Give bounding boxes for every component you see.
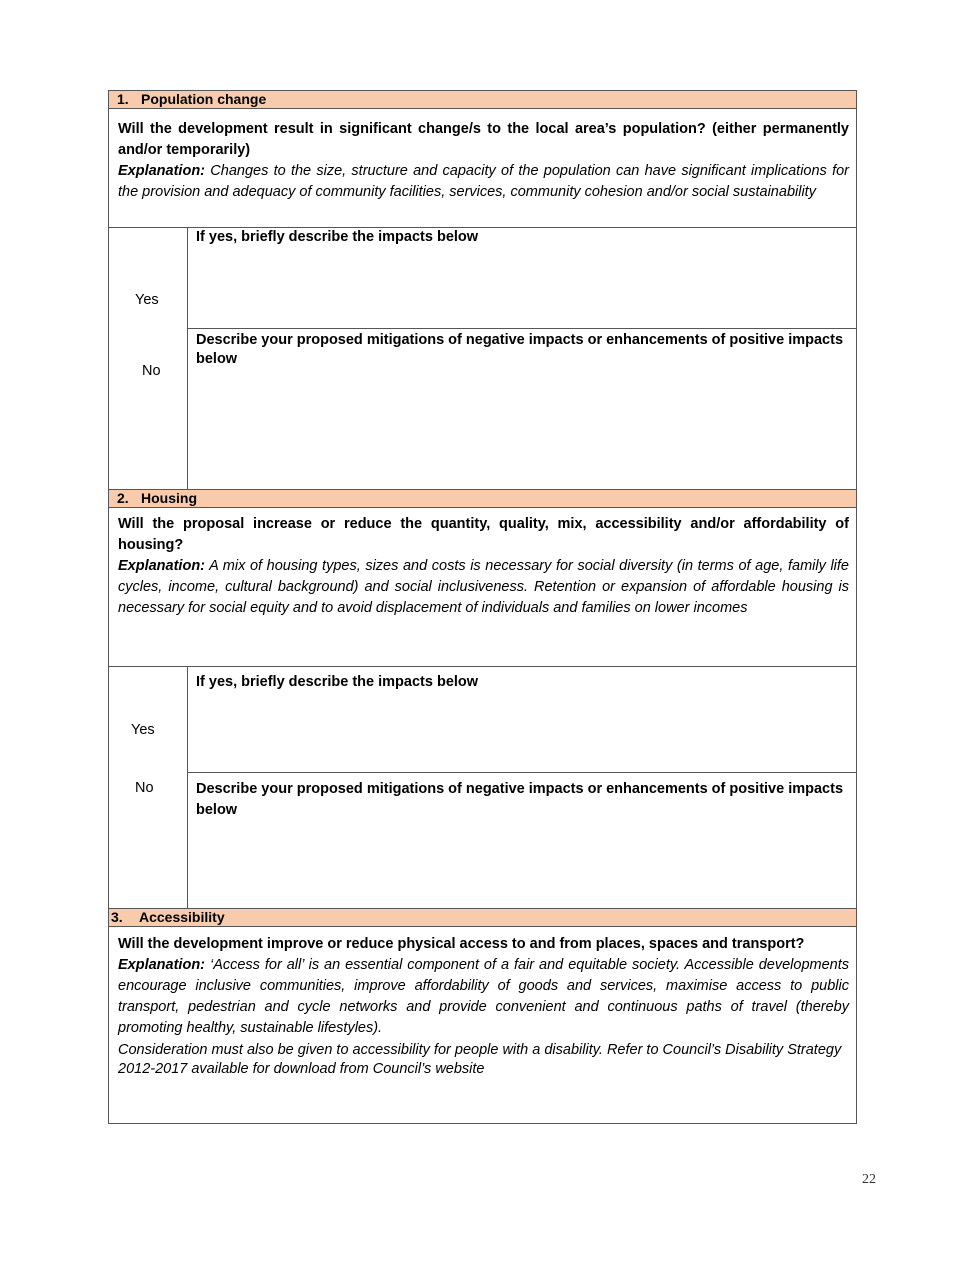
explanation-text bbox=[118, 161, 849, 203]
section-number: 3. bbox=[111, 909, 123, 925]
section-title: Population change bbox=[141, 91, 267, 107]
explanation-text bbox=[118, 955, 849, 1039]
mitigation-prompt: Describe your proposed mitigations of negative impacts or enhancements of positive impacts below bbox=[196, 332, 844, 367]
explanation-body: Changes to the size, structure and capacity of the population can have significant implications for the provision and adequacy of community facilities, services, community cohesion and/or social sustainability bbox=[118, 163, 849, 200]
row-divider bbox=[108, 666, 857, 667]
explanation-extra: Consideration must also be given to accessibility for people with a disability. Refer to Council’s Disability Strategy 2012-2017 available for download from Council’s website bbox=[118, 1042, 842, 1077]
question-block-housing bbox=[118, 514, 849, 619]
impacts-prompt: If yes, briefly describe the impacts below bbox=[196, 674, 479, 690]
impacts-prompt: If yes, briefly describe the impacts below bbox=[196, 229, 479, 245]
explanation-label: Explanation: bbox=[118, 163, 206, 179]
section-title: Accessibility bbox=[139, 909, 225, 925]
explanation-body: A mix of housing types, sizes and costs is necessary for social diversity (in terms of age, family life cycles, income, cultural background) and social inclusiveness. Retention or expansion of affordable housing is necessary for social equity and to avoid displacement of individuals and families on lower incomes bbox=[118, 558, 849, 616]
question-block-accessibility bbox=[118, 934, 849, 1079]
cell-divider bbox=[187, 328, 857, 329]
mitigation-prompt: Describe your proposed mitigations of negative impacts or enhancements of positive impacts below bbox=[196, 781, 844, 818]
yes-option[interactable]: Yes bbox=[135, 292, 159, 308]
section-title: Housing bbox=[141, 490, 197, 506]
question-text: Will the proposal increase or reduce the quantity, quality, mix, accessibility and/or affordability of housing? bbox=[118, 516, 849, 553]
cell-divider bbox=[187, 772, 857, 773]
explanation-label: Explanation: bbox=[118, 957, 206, 973]
column-divider bbox=[187, 227, 188, 490]
section-header-population bbox=[108, 90, 857, 109]
section-number: 2. bbox=[117, 490, 129, 506]
yes-option[interactable]: Yes bbox=[131, 722, 155, 738]
explanation-label: Explanation: bbox=[118, 558, 206, 574]
section-header-housing bbox=[108, 489, 857, 508]
column-divider bbox=[187, 666, 188, 909]
question-text: Will the development result in significant change/s to the local area’s population? (either permanently and/or temporarily) bbox=[118, 121, 849, 158]
explanation-text bbox=[118, 556, 849, 619]
no-option[interactable]: No bbox=[135, 780, 154, 796]
question-text: Will the development improve or reduce physical access to and from places, spaces and transport? bbox=[118, 936, 805, 952]
page-number: 22 bbox=[862, 1172, 876, 1187]
section-number: 1. bbox=[117, 91, 129, 107]
section-header-accessibility bbox=[108, 908, 857, 927]
question-block-population bbox=[118, 119, 849, 203]
explanation-body: ‘Access for all’ is an essential component of a fair and equitable society. Accessible developments encourage inclusive communities, improve affordability of goods and services, maximise access to public transport, pedestrian and cycle networks and provide convenient and continuous paths of travel (thereby promoting healthy, sustainable lifestyles). bbox=[118, 957, 849, 1036]
no-option[interactable]: No bbox=[142, 363, 161, 379]
